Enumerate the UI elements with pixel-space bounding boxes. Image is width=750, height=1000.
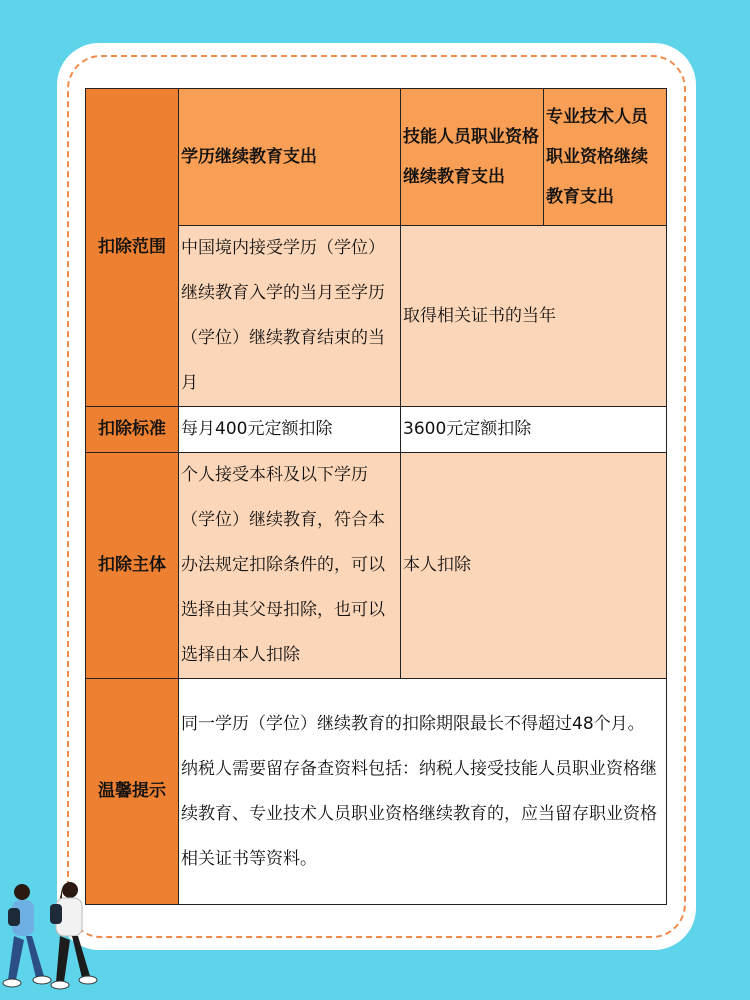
scope-academic: 中国境内接受学历（学位）继续教育入学的当月至学历（学位）继续教育结束的当月 <box>179 226 401 407</box>
two-people-walking-icon <box>0 880 100 995</box>
tip-duration: 同一学历（学位）继续教育的扣除期限最长不得超过48个月。 <box>181 713 645 734</box>
table-row-subject <box>86 453 667 679</box>
row-label-tips: 温馨提示 <box>86 679 179 905</box>
table-header-row <box>86 89 667 226</box>
subject-certificate: 本人扣除 <box>401 453 667 679</box>
table-row-standard <box>86 407 667 453</box>
row-label-standard: 扣除标准 <box>86 407 179 453</box>
header-professional: 专业技术人员职业资格继续教育支出 <box>544 89 667 226</box>
subject-academic: 个人接受本科及以下学历（学位）继续教育，符合本办法规定扣除条件的，可以选择由其父母扣除，也可以选择由本人扣除 <box>179 453 401 679</box>
standard-certificate: 3600元定额扣除 <box>401 407 667 453</box>
scope-certificate: 取得相关证书的当年 <box>401 226 667 407</box>
header-academic: 学历继续教育支出 <box>179 89 401 226</box>
tips-content <box>179 679 667 905</box>
deduction-table <box>85 88 667 905</box>
standard-academic: 每月400元定额扣除 <box>179 407 401 453</box>
row-label-scope: 扣除范围 <box>86 89 179 407</box>
row-label-subject: 扣除主体 <box>86 453 179 679</box>
tip-records: 纳税人需要留存备查资料包括：纳税人接受技能人员职业资格继续教育、专业技术人员职业资格继续教育的，应当留存职业资格相关证书等资料。 <box>181 758 657 869</box>
header-skill: 技能人员职业资格继续教育支出 <box>401 89 544 226</box>
table-row-tips <box>86 679 667 905</box>
